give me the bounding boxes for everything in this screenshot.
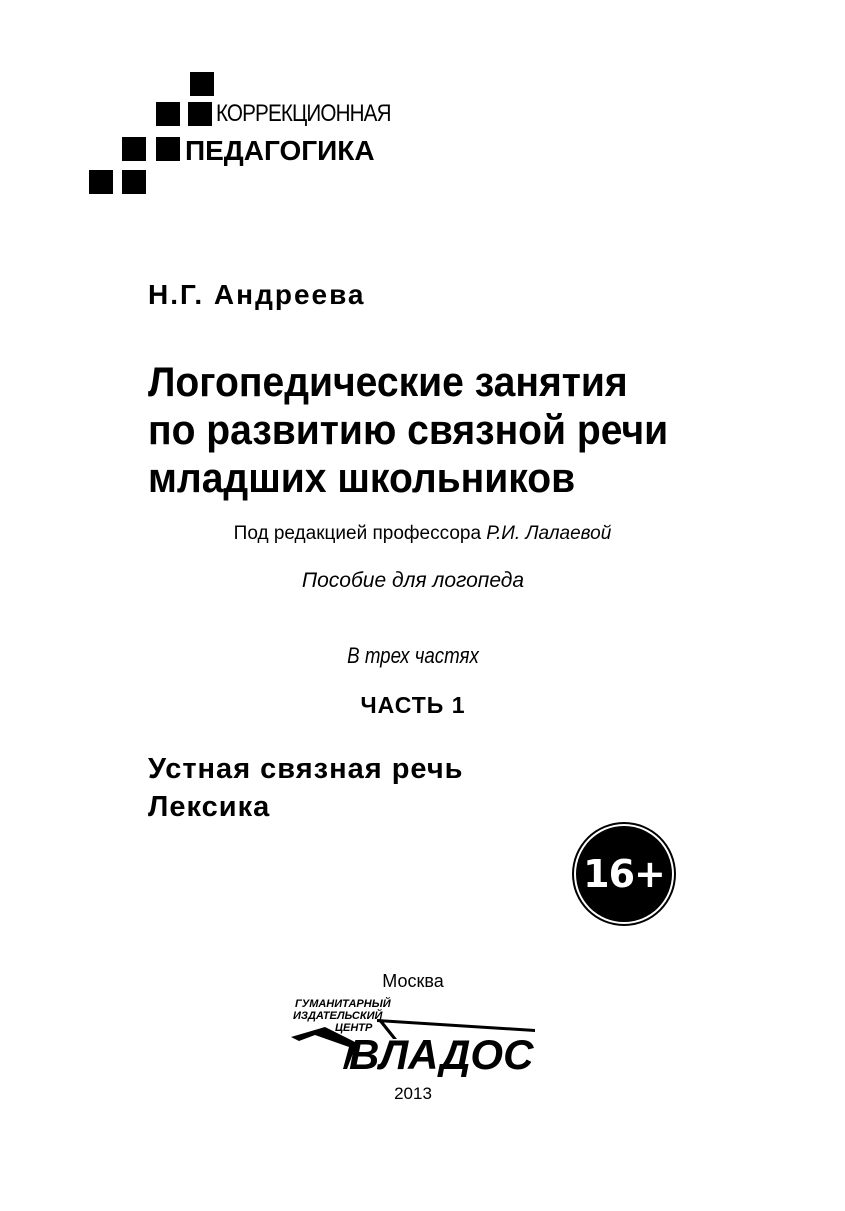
editor-credit bbox=[0, 523, 845, 545]
part-title-line: Лексика bbox=[148, 791, 271, 823]
part-title bbox=[148, 750, 464, 826]
part-label: ЧАСТЬ 1 bbox=[360, 692, 466, 718]
publisher-name: ВЛАДОС bbox=[349, 1031, 534, 1077]
logo-square bbox=[122, 137, 146, 161]
author-name: Н.Г. Андреева bbox=[148, 279, 366, 310]
book-title bbox=[148, 358, 668, 502]
publisher-line3: ЦЕНТР bbox=[335, 1022, 373, 1034]
editor-name: Р.И. Лалаевой bbox=[486, 523, 612, 544]
logo-square bbox=[122, 170, 146, 194]
logo-square bbox=[156, 102, 180, 126]
publisher-logo bbox=[285, 995, 545, 1077]
part-title-line: Устная связная речь bbox=[148, 753, 464, 785]
logo-square bbox=[156, 137, 180, 161]
publication-year: 2013 bbox=[394, 1084, 432, 1103]
age-rating-badge bbox=[576, 826, 672, 922]
publisher-line2: ИЗДАТЕЛЬСКИЙ bbox=[293, 1010, 383, 1022]
book-title-line: Логопедические занятия bbox=[148, 358, 628, 405]
age-rating-text: 16+ bbox=[583, 852, 665, 896]
book-title-line: по развитию связной речи bbox=[148, 406, 669, 453]
publication-city: Москва bbox=[382, 971, 444, 991]
series-name-line1: КОРРЕКЦИОННАЯ bbox=[216, 100, 391, 127]
logo-square bbox=[89, 170, 113, 194]
book-subtitle: Пособие для логопеда bbox=[301, 569, 525, 592]
parts-note: В трех частях bbox=[347, 643, 479, 668]
series-name-line2: ПЕДАГОГИКА bbox=[185, 135, 375, 166]
logo-square bbox=[190, 72, 214, 96]
book-title-line: младших школьников bbox=[148, 454, 576, 501]
editor-prefix: Под редакцией профессора bbox=[233, 523, 482, 544]
logo-square bbox=[188, 102, 212, 126]
publisher-line1: ГУМАНИТАРНЫЙ bbox=[295, 998, 391, 1010]
